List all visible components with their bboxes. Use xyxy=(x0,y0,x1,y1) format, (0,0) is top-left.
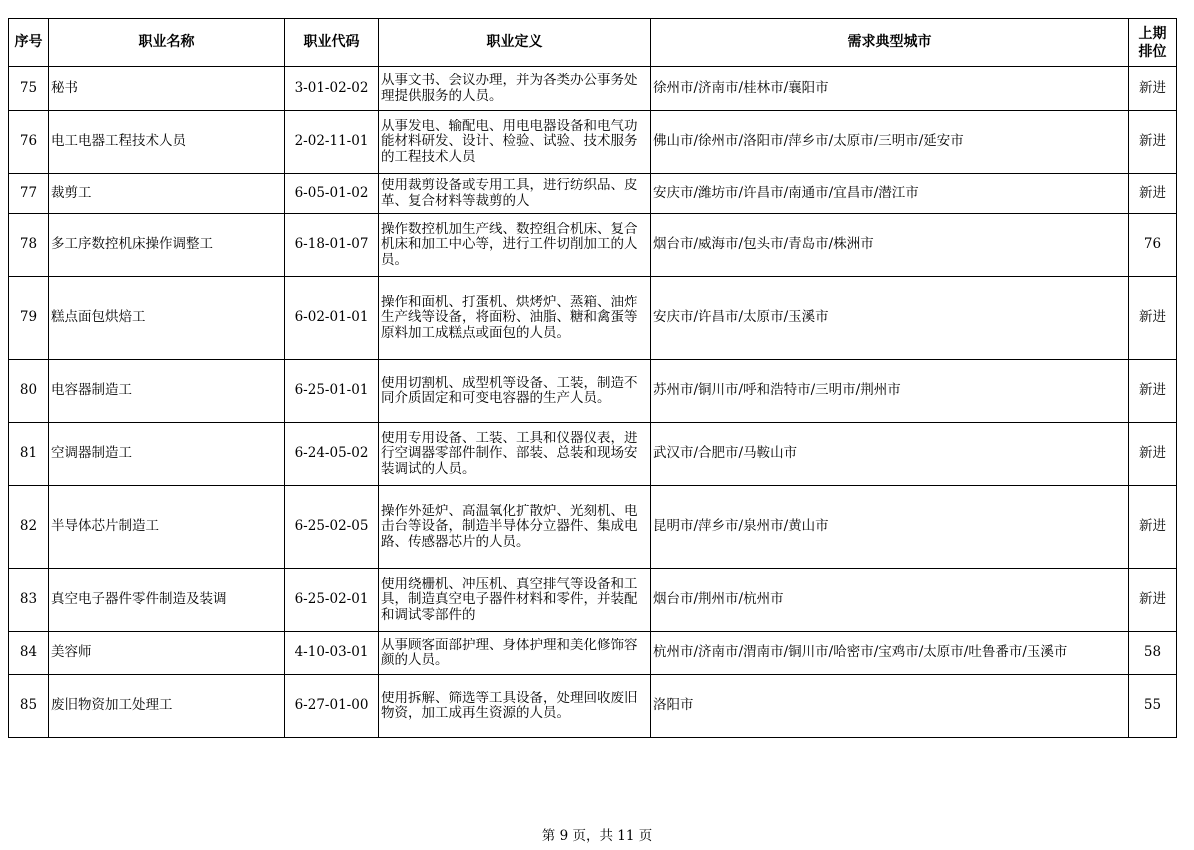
table-header-row xyxy=(9,19,1177,67)
row-rank: 新进 xyxy=(1129,486,1177,569)
table-row xyxy=(9,360,1177,423)
row-rank: 新进 xyxy=(1129,277,1177,360)
header-cities: 需求典型城市 xyxy=(651,19,1129,67)
header-definition: 职业定义 xyxy=(379,19,651,67)
row-cities: 佛山市/徐州市/洛阳市/萍乡市/太原市/三明市/延安市 xyxy=(651,111,1129,174)
row-cities: 武汉市/合肥市/马鞍山市 xyxy=(651,423,1129,486)
row-seq: 79 xyxy=(9,277,49,360)
row-occupation-code: 6-25-01-01 xyxy=(285,360,379,423)
row-seq: 81 xyxy=(9,423,49,486)
row-occupation-name: 真空电子器件零件制造及装调 xyxy=(49,569,285,632)
row-occupation-name: 空调器制造工 xyxy=(49,423,285,486)
page-footer: 第 9 页，共 11 页 xyxy=(541,828,653,844)
table-row xyxy=(9,675,1177,738)
occupation-table xyxy=(8,18,1177,738)
row-definition xyxy=(379,632,651,675)
row-occupation-code: 4-10-03-01 xyxy=(285,632,379,675)
row-rank: 55 xyxy=(1129,675,1177,738)
row-rank: 新进 xyxy=(1129,111,1177,174)
row-occupation-name: 裁剪工 xyxy=(49,174,285,214)
row-definition xyxy=(379,174,651,214)
table-row xyxy=(9,486,1177,569)
row-rank: 新进 xyxy=(1129,423,1177,486)
table-row xyxy=(9,67,1177,111)
row-seq: 77 xyxy=(9,174,49,214)
row-cities: 烟台市/荆州市/杭州市 xyxy=(651,569,1129,632)
row-definition-text: 使用切割机、成型机等设备、工装，制造不同介质固定和可变电容器的生产人员。 xyxy=(381,375,638,406)
row-occupation-name: 多工序数控机床操作调整工 xyxy=(49,214,285,277)
row-rank: 新进 xyxy=(1129,569,1177,632)
row-definition-text: 从事发电、输配电、用电电器设备和电气功能材料研发、设计、检验、试验、技术服务的工程技术人员 xyxy=(381,118,638,165)
row-definition-text: 使用裁剪设备或专用工具，进行纺织品、皮革、复合材料等裁剪的人 xyxy=(381,178,638,209)
row-cities: 洛阳市 xyxy=(651,675,1129,738)
row-occupation-name: 电工电器工程技术人员 xyxy=(49,111,285,174)
row-definition-text: 使用专用设备、工装、工具和仪器仪表，进行空调器零部件制作、部装、总装和现场安装调试的人员。 xyxy=(381,430,638,477)
row-definition xyxy=(379,214,651,277)
row-definition-text: 操作数控机加生产线、数控组合机床、复合机床和加工中心等，进行工件切削加工的人员。 xyxy=(381,221,638,268)
row-seq: 80 xyxy=(9,360,49,423)
row-occupation-code: 6-02-01-01 xyxy=(285,277,379,360)
row-occupation-name: 电容器制造工 xyxy=(49,360,285,423)
row-rank: 新进 xyxy=(1129,174,1177,214)
row-definition xyxy=(379,423,651,486)
header-rank-text: 上期排位 xyxy=(1138,25,1167,60)
row-occupation-code: 6-24-05-02 xyxy=(285,423,379,486)
header-code: 职业代码 xyxy=(285,19,379,67)
table-row xyxy=(9,569,1177,632)
row-rank: 76 xyxy=(1129,214,1177,277)
table-row xyxy=(9,423,1177,486)
row-occupation-code: 6-27-01-00 xyxy=(285,675,379,738)
row-definition-text: 操作外延炉、高温氧化扩散炉、光刻机、电击台等设备，制造半导体分立器件、集成电路、传感器芯片的人员。 xyxy=(381,503,638,550)
header-seq: 序号 xyxy=(9,19,49,67)
row-seq: 78 xyxy=(9,214,49,277)
row-occupation-code: 2-02-11-01 xyxy=(285,111,379,174)
table-row xyxy=(9,632,1177,675)
row-seq: 83 xyxy=(9,569,49,632)
header-name: 职业名称 xyxy=(49,19,285,67)
row-occupation-code: 6-25-02-01 xyxy=(285,569,379,632)
row-definition xyxy=(379,486,651,569)
row-rank: 新进 xyxy=(1129,67,1177,111)
row-rank: 58 xyxy=(1129,632,1177,675)
row-definition-text: 使用拆解、筛选等工具设备，处理回收废旧物资，加工成再生资源的人员。 xyxy=(381,690,638,721)
row-definition xyxy=(379,67,651,111)
table-row xyxy=(9,214,1177,277)
table-row xyxy=(9,277,1177,360)
row-seq: 85 xyxy=(9,675,49,738)
header-rank xyxy=(1129,19,1177,67)
row-occupation-name: 美容师 xyxy=(49,632,285,675)
row-definition xyxy=(379,675,651,738)
row-definition-text: 操作和面机、打蛋机、烘烤炉、蒸箱、油炸生产线等设备，将面粉、油脂、糖和禽蛋等原料加工成糕点或面包的人员。 xyxy=(381,294,638,341)
row-occupation-code: 6-25-02-05 xyxy=(285,486,379,569)
row-seq: 84 xyxy=(9,632,49,675)
row-occupation-code: 3-01-02-02 xyxy=(285,67,379,111)
row-definition-text: 从事顾客面部护理、身体护理和美化修饰容颜的人员。 xyxy=(381,637,638,668)
row-definition xyxy=(379,277,651,360)
row-seq: 82 xyxy=(9,486,49,569)
row-cities: 苏州市/铜川市/呼和浩特市/三明市/荆州市 xyxy=(651,360,1129,423)
row-definition xyxy=(379,360,651,423)
row-rank: 新进 xyxy=(1129,360,1177,423)
row-occupation-name: 废旧物资加工处理工 xyxy=(49,675,285,738)
row-occupation-name: 秘书 xyxy=(49,67,285,111)
row-cities: 杭州市/济南市/渭南市/铜川市/哈密市/宝鸡市/太原市/吐鲁番市/玉溪市 xyxy=(651,632,1129,675)
row-cities: 徐州市/济南市/桂林市/襄阳市 xyxy=(651,67,1129,111)
row-definition xyxy=(379,569,651,632)
row-cities: 昆明市/萍乡市/泉州市/黄山市 xyxy=(651,486,1129,569)
row-occupation-code: 6-05-01-02 xyxy=(285,174,379,214)
row-definition-text: 从事文书、会议办理，并为各类办公事务处理提供服务的人员。 xyxy=(381,73,638,104)
row-occupation-name: 糕点面包烘焙工 xyxy=(49,277,285,360)
row-cities: 安庆市/许昌市/太原市/玉溪市 xyxy=(651,277,1129,360)
row-definition-text: 使用绕栅机、冲压机、真空排气等设备和工具，制造真空电子器件材料和零件，并装配和调试零部件的 xyxy=(381,576,638,623)
table-row xyxy=(9,174,1177,214)
row-seq: 75 xyxy=(9,67,49,111)
row-occupation-code: 6-18-01-07 xyxy=(285,214,379,277)
row-cities: 烟台市/威海市/包头市/青岛市/株洲市 xyxy=(651,214,1129,277)
table-row xyxy=(9,111,1177,174)
row-seq: 76 xyxy=(9,111,49,174)
row-occupation-name: 半导体芯片制造工 xyxy=(49,486,285,569)
row-cities: 安庆市/潍坊市/许昌市/南通市/宜昌市/潜江市 xyxy=(651,174,1129,214)
row-definition xyxy=(379,111,651,174)
